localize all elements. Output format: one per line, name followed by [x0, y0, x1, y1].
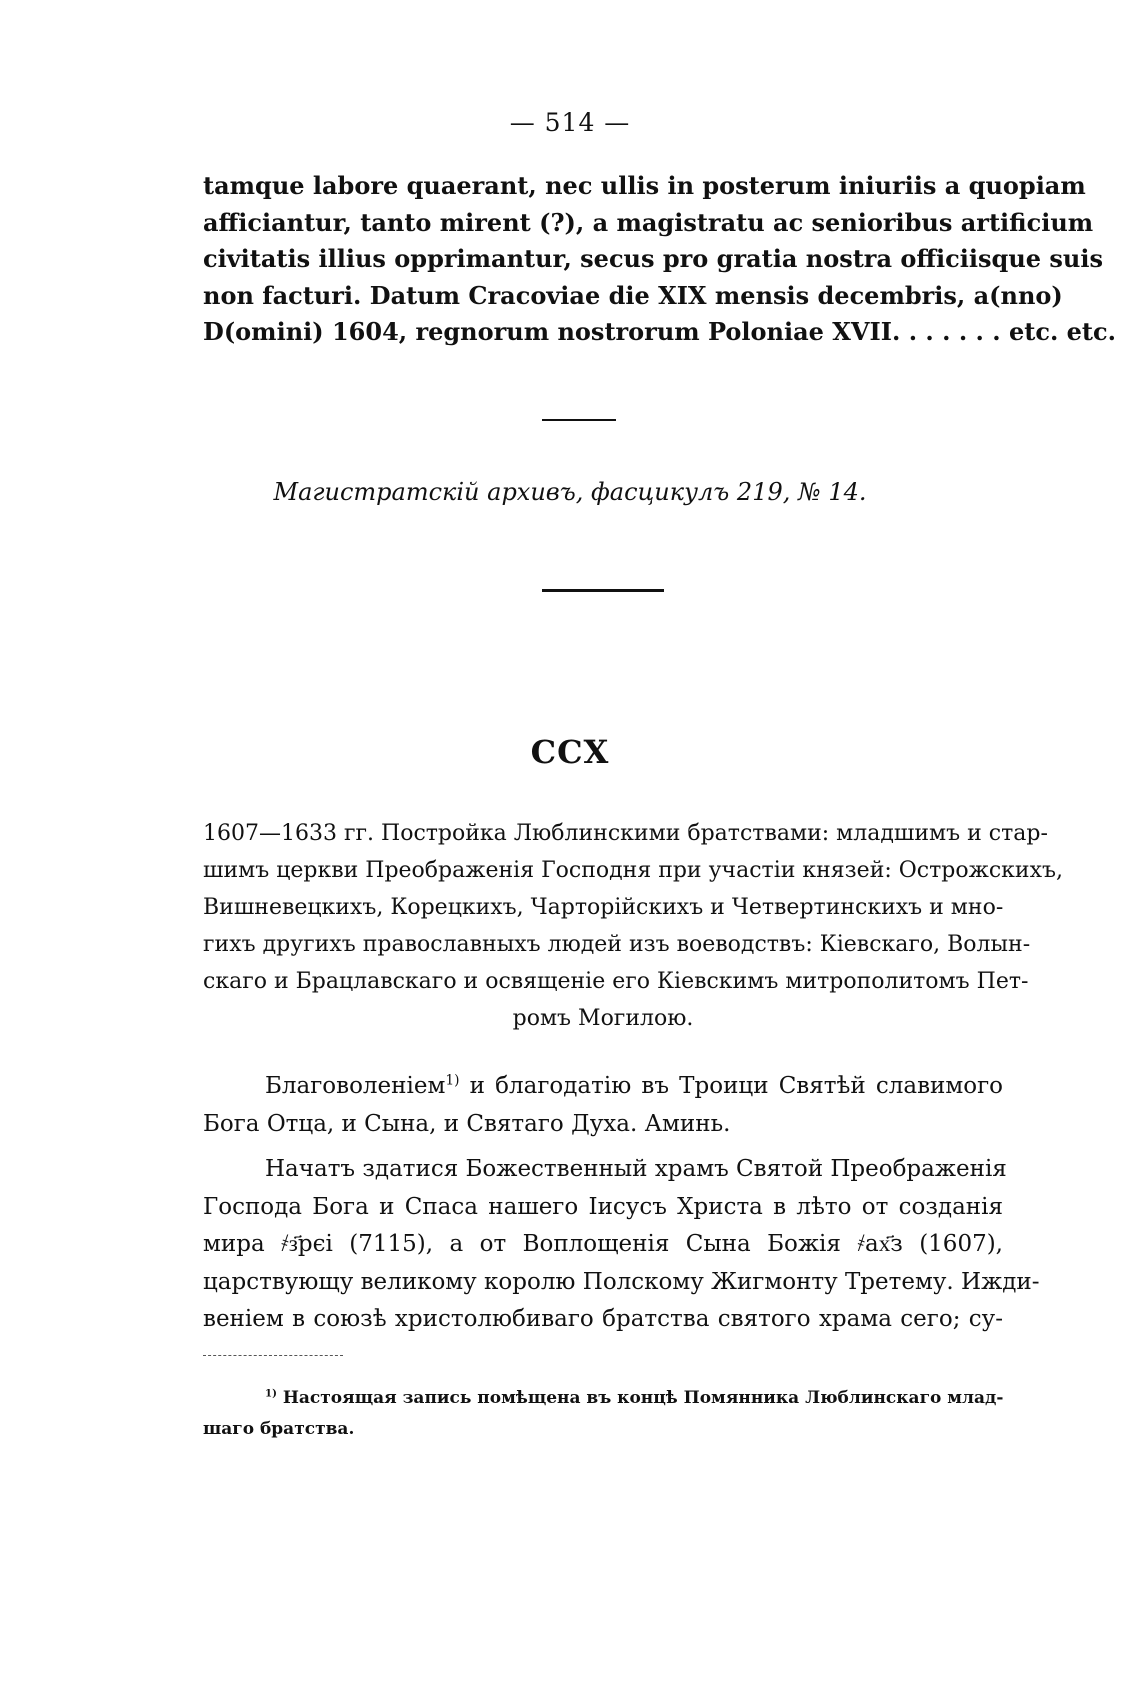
body-line: царствующу великому королю Полскому Жигмонту Третему. Ижди-	[203, 1268, 1040, 1295]
footnote-reference: 1)	[445, 1072, 460, 1089]
summary-line: шимъ церкви Преображенія Господня при участіи князей: Острожскихъ,	[203, 858, 1063, 883]
latin-line: tamque labore quaerant, nec ullis in posterum iniuriis a quopiam	[203, 171, 1086, 200]
body-line: мира ҂з҃рєі (7115), а от Воплощенія Сына Божія ҂ах҃з (1607),	[203, 1231, 1003, 1257]
summary-line: ромъ Могилою.	[512, 1006, 694, 1031]
latin-line: non facturi. Datum Cracoviae die XIX mensis decembris, a(nno)	[203, 280, 1063, 310]
body-text-fragment: и благодатію въ Троици Святѣй славимого	[459, 1073, 1003, 1099]
body-text-fragment: Благоволеніем	[265, 1073, 446, 1099]
footnote-divider	[203, 1355, 343, 1356]
body-line: веніем в союзѣ христолюбиваго братства святого храма сего; су-	[203, 1306, 1003, 1332]
footnote-text: Настоящая запись помѣщена въ концѣ Помянника Люблинскаго млад-	[276, 1388, 1004, 1408]
latin-line: afficiantur, tanto mirent (?), a magistratu ac senioribus artificium	[203, 207, 1094, 237]
summary-line: гихъ другихъ православныхъ людей изъ воеводствъ: Кіевскаго, Волын-	[203, 932, 1031, 957]
body-line	[203, 1068, 1003, 1106]
summary-line: 1607—1633 гг. Постройка Люблинскими братствами: младшимъ и стар-	[203, 821, 1048, 846]
page-number: — 514 —	[509, 108, 631, 137]
section-heading: CCX	[530, 733, 610, 771]
divider-rule	[542, 419, 616, 421]
latin-paragraph	[203, 168, 1116, 351]
document-summary	[203, 815, 1063, 1037]
body-line: Господа Бога и Спаса нашего Іисусъ Христа в лѣто от созданія	[203, 1193, 1003, 1220]
footnote-line: шаго братства.	[203, 1419, 355, 1439]
body-line: Начатъ здатися Божественный храмъ Святой Преображенія	[265, 1156, 1007, 1182]
summary-line: скаго и Брацлавскаго и освященіе его Кіевскимъ митрополитомъ Пет-	[203, 969, 1029, 994]
footnote	[203, 1383, 1003, 1445]
footnote-marker: 1)	[265, 1387, 277, 1400]
source-citation: Магистратскій архивъ, фасцикулъ 219, № 14.	[273, 478, 867, 506]
body-line: Бога Отца, и Сына, и Святаго Духа. Аминь.	[203, 1110, 731, 1137]
latin-line: D(omini) 1604, regnorum nostrorum Poloniae XVII. . . . . . . etc. etc.	[203, 317, 1116, 346]
divider-rule	[542, 589, 664, 592]
summary-line: Вишневецкихъ, Корецкихъ, Чарторійскихъ и Четвертинскихъ и мно-	[203, 895, 1004, 920]
footnote-line	[203, 1383, 1003, 1414]
latin-line: civitatis illius opprimantur, secus pro gratia nostra officiisque suis	[203, 244, 1103, 273]
body-text	[203, 1068, 1040, 1339]
